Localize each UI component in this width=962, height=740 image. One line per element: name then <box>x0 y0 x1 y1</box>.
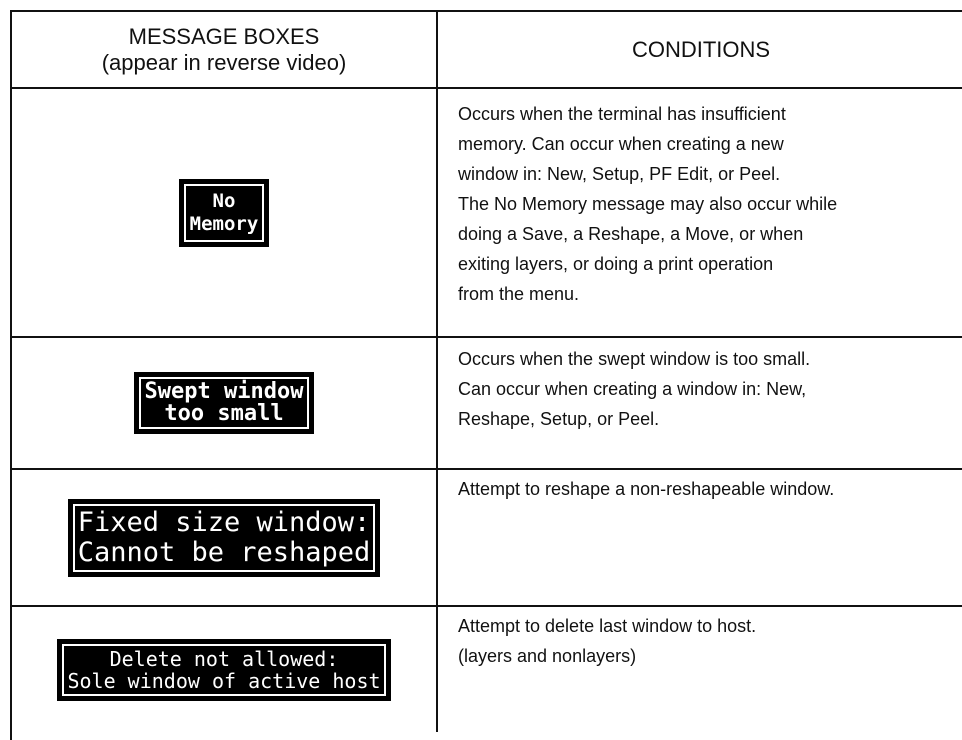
message-line: Delete not allowed: <box>109 646 339 671</box>
message-conditions-table <box>10 10 962 740</box>
message-cell <box>12 89 436 336</box>
message-box-no-memory <box>179 179 270 247</box>
message-box-swept-window <box>134 372 315 434</box>
conditions-cell <box>458 474 962 504</box>
header-right-title: CONDITIONS <box>631 36 771 62</box>
message-line: Swept window <box>144 379 304 404</box>
condition-line: (layers and nonlayers) <box>458 646 637 666</box>
message-box-text <box>73 504 376 572</box>
message-cell <box>12 470 436 605</box>
message-line: too small <box>164 401 284 426</box>
condition-line: Reshape, Setup, or Peel. <box>458 409 660 429</box>
condition-line: doing a Save, a Reshape, a Move, or when <box>458 224 804 244</box>
table-row <box>12 470 962 607</box>
condition-line: from the menu. <box>458 284 580 304</box>
condition-line: The No Memory message may also occur while <box>458 194 838 214</box>
table-row <box>12 89 962 338</box>
message-line: Cannot be reshaped <box>77 536 371 568</box>
condition-line: Occurs when the swept window is too small. <box>458 349 811 369</box>
table-row <box>12 607 962 732</box>
message-box-fixed-size <box>68 499 381 577</box>
message-box-text <box>184 184 265 242</box>
conditions-cell <box>458 99 962 309</box>
header-message-boxes <box>12 12 436 87</box>
condition-line: window in: New, Setup, PF Edit, or Peel. <box>458 164 781 184</box>
header-conditions <box>438 12 962 87</box>
condition-line: memory. Can occur when creating a new <box>458 134 784 154</box>
condition-line: exiting layers, or doing a print operation <box>458 254 774 274</box>
condition-line: Can occur when creating a window in: New, <box>458 379 807 399</box>
header-left-title: MESSAGE BOXES <box>128 24 320 50</box>
message-line: Memory <box>189 212 259 235</box>
message-box-text <box>62 644 385 696</box>
message-line: Fixed size window: <box>77 506 371 538</box>
condition-line: Occurs when the terminal has insufficient <box>458 104 786 124</box>
message-line: No <box>212 189 236 212</box>
table-header-row <box>12 12 962 89</box>
condition-line: Attempt to delete last window to host. <box>458 616 757 636</box>
message-box-delete-not-allowed <box>57 639 390 701</box>
condition-line: Attempt to reshape a non-reshapeable window. <box>458 479 835 499</box>
conditions-cell <box>458 611 962 671</box>
message-line: Sole window of active host <box>67 668 381 693</box>
message-cell <box>12 607 436 732</box>
table-row <box>12 338 962 470</box>
header-left-subtitle: (appear in reverse video) <box>101 49 347 75</box>
message-cell <box>12 338 436 468</box>
message-box-text <box>139 377 310 429</box>
conditions-cell <box>458 344 962 434</box>
